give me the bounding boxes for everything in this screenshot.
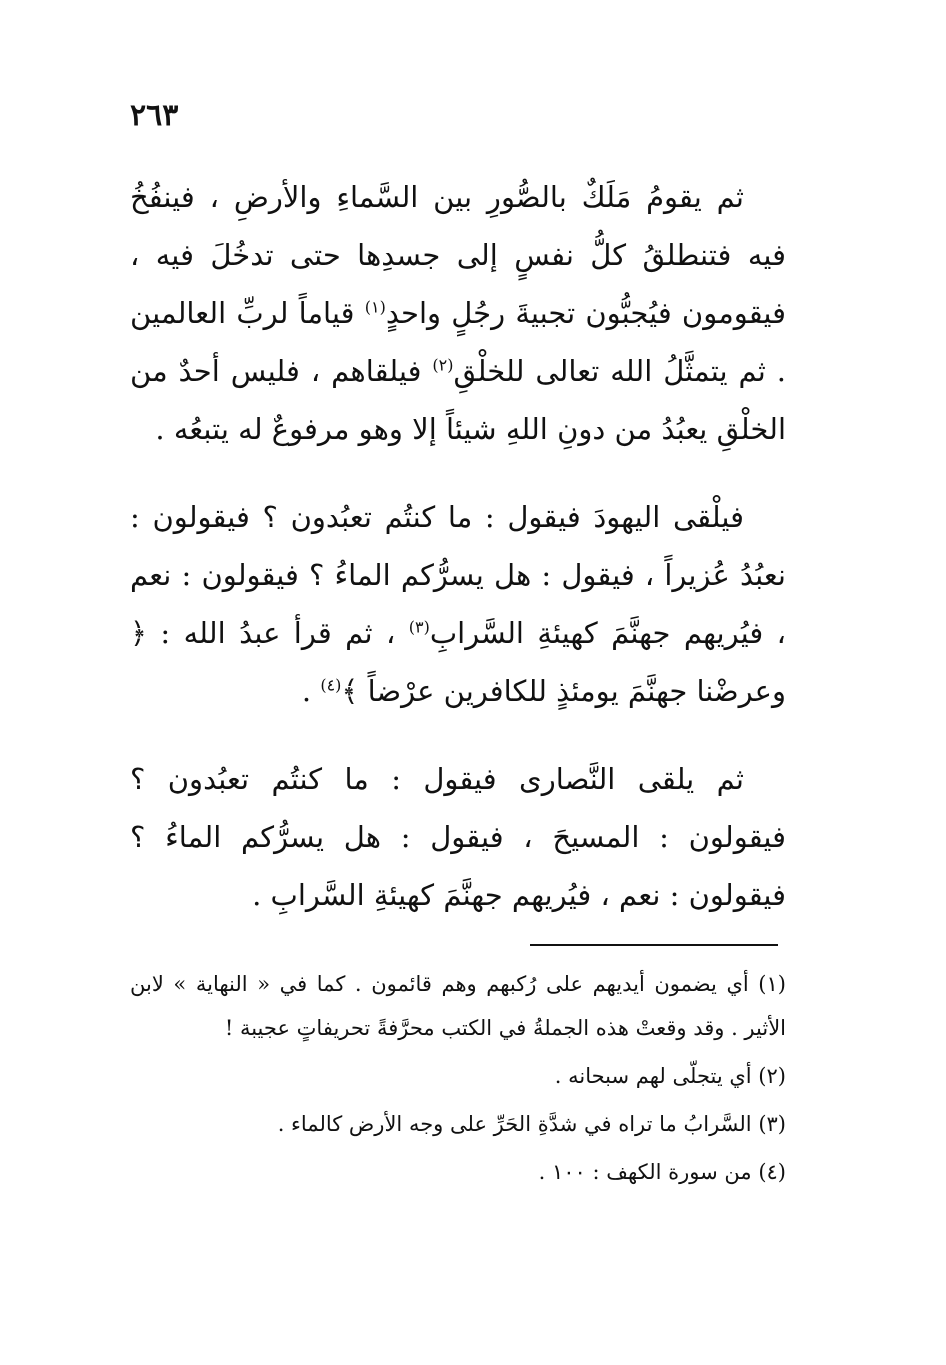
footnote-3: (٣) السَّرابُ ما تراه في شدَّةِ الحَرِّ على وجه الأرض كالماء . <box>277 1112 786 1136</box>
footnote-2: (٢) أي يتجلّى لهم سبحانه . <box>554 1064 786 1088</box>
footnotes <box>130 962 786 1198</box>
paragraph-2-text-a: فيلْقى اليهودَ فيقول : ما كنتُم تعبُدون ؟ فيقولون : نعبُدُ عُزيراً ، فيقول : هل يسرُّكم الماءُ ؟ فيقولون : نعم ، فيُريهم جهنَّمَ كهيئةِ السَّرابِ <box>130 500 786 650</box>
footnote-ref-1: (١) <box>364 297 386 317</box>
footnote-ref-2: (٢) <box>432 355 454 375</box>
footnote-ref-3: (٣) <box>408 617 430 637</box>
paragraph-3-text: ثم يلقى النَّصارى فيقول : ما كنتُم تعبُدون ؟ فيقولون : المسيحَ ، فيقول : هل يسرُّكم الماءُ ؟ فيقولون : نعم ، فيُريهم جهنَّمَ كهيئةِ السَّرابِ . <box>130 762 786 912</box>
paragraph-1 <box>130 168 786 458</box>
paragraph-2-text-b: ، ثم قرأ عبدُ الله : ﴿ وعرضْنا جهنَّمَ يومئذٍ للكافرين عرْضاً ﴾ <box>130 616 786 708</box>
page-number: ٢٦٣ <box>130 98 179 133</box>
footnote-4: (٤) من سورة الكهف : ١٠٠ . <box>538 1160 786 1184</box>
main-text <box>130 168 786 954</box>
footnote-ref-4: (٤) <box>320 675 342 695</box>
paragraph-2-text-c: . <box>301 674 321 708</box>
footnote-1: (١) أي يضمون أيديهم على رُكبهم وهم قائمون . كما في « النهاية » لابن الأثير . وقد وقعتْ هذه الجملةُ في الكتب محرَّفةً تحريفاتٍ عجيبة ! <box>130 972 786 1040</box>
paragraph-2 <box>130 488 786 720</box>
paragraph-1-text-c: فيلقاهم ، فليس أحدٌ من الخلْقِ يعبُدُ من دونِ اللهِ شيئاً إلا وهو مرفوعٌ له يتبعُه . <box>130 354 786 446</box>
paragraph-3 <box>130 750 786 924</box>
paragraph-1-text-b: قياماً لربِّ العالمين . ثم يتمثَّلُ الله تعالى للخلْقِ <box>130 296 786 388</box>
footnote-divider <box>530 944 778 946</box>
paragraph-1-text-a: ثم يقومُ مَلَكٌ بالصُّورِ بين السَّماءِ والأرضِ ، فينفُخُ فيه فتنطلقُ كلُّ نفسٍ إلى جسدِها حتى تدخُلَ فيه ، فيقومون فيُجبُّون تجبيةَ رجُلٍ واحدٍ <box>130 180 786 330</box>
